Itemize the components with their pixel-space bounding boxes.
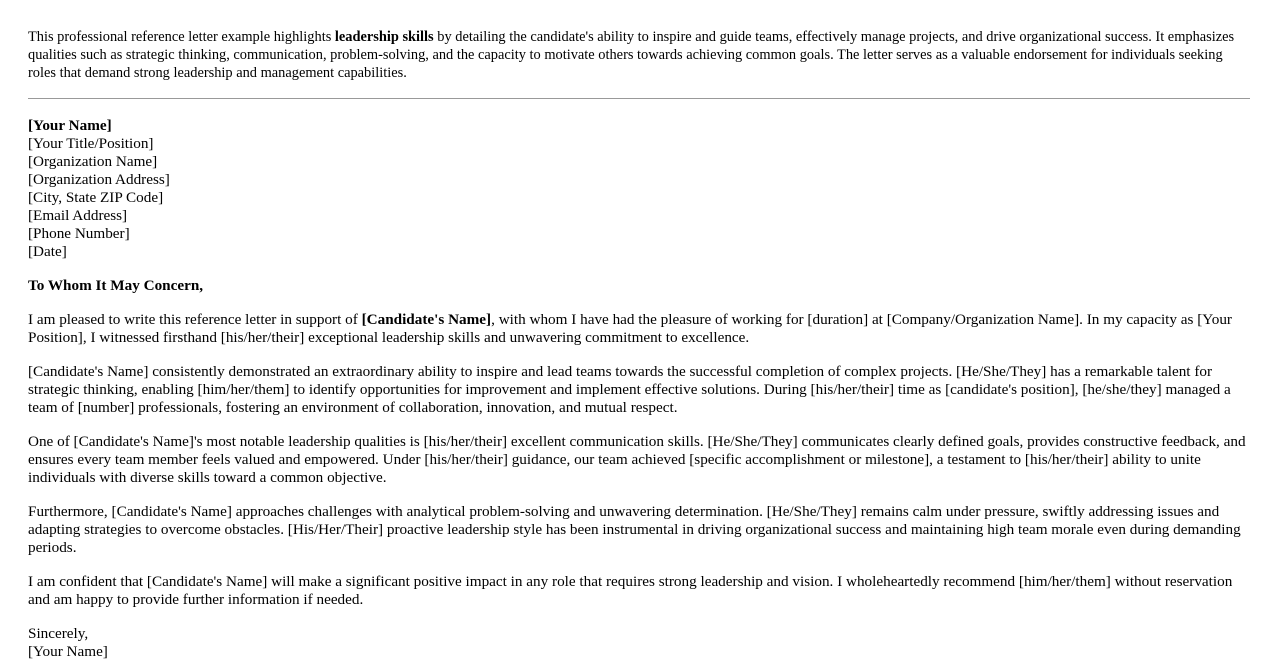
sender-date: [Date] [28, 243, 67, 260]
closing-name: [Your Name] [28, 643, 108, 660]
letter-body [28, 117, 1250, 661]
paragraph-4: Furthermore, [Candidate's Name] approaches challenges with analytical problem-solving and unwavering determination. [He/She/They] remains calm under pressure, swiftly addressing issues and adapting strategies to overcome obstacles. [His/Her/Their] proactive leadership style has been instrumental in driving organizational success and maintaining high team morale even during demanding periods. [28, 503, 1241, 556]
salutation: To Whom It May Concern, [28, 277, 204, 294]
sender-address: [Organization Address] [28, 171, 170, 188]
candidate-name-bold: [Candidate's Name] [361, 311, 492, 328]
sender-email: [Email Address] [28, 207, 128, 224]
sender-phone: [Phone Number] [28, 225, 130, 242]
paragraph-1-end: , with whom I have had the pleasure of working for [duration] at [Company/Organization Name]. In my capacity as [Your Position], I witnessed firsthand [his/her/their] exceptional leadership skills and unwavering commitment to excellence. [28, 311, 1232, 346]
paragraph-1-start: I am pleased to write this reference letter in support of [28, 311, 362, 328]
closing-signoff: Sincerely, [28, 625, 89, 642]
paragraph-3: One of [Candidate's Name]'s most notable leadership qualities is [his/her/their] excellent communication skills. [He/She/They] communicates clearly defined goals, provides constructive feedback, and ensures every team member feels valued and empowered. Under [his/her/their] guidance, our team achieved [specific accomplishment or milestone], a testament to [his/her/their] ability to unite individuals with diverse skills toward a common objective. [28, 433, 1246, 486]
sender-name: [Your Name] [28, 117, 112, 134]
sender-block [28, 117, 1250, 261]
section-divider [28, 98, 1250, 99]
paragraph-1 [28, 311, 1250, 347]
sender-city: [City, State ZIP Code] [28, 189, 164, 206]
paragraph-2: [Candidate's Name] consistently demonstrated an extraordinary ability to inspire and lead teams towards the successful completion of complex projects. [He/She/They] has a remarkable talent for strategic thinking, enabling [him/her/them] to identify opportunities for improvement and implement effective solutions. During [his/her/their] time as [candidate's position], [he/she/they] managed a team of [number] professionals, fostering an environment of collaboration, innovation, and mutual respect. [28, 363, 1231, 416]
intro-bold-keyword: leadership skills [334, 29, 434, 45]
intro-text-end: by detailing the candidate's ability to inspire and guide teams, effectively manage projects, and drive organizational success. It emphasizes qualities such as strategic thinking, communication, problem-solving, and the capacity to motivate others towards achieving common goals. The letter serves as a valuable endorsement for individuals seeking roles that demand strong leadership and management capabilities. [28, 29, 1235, 81]
paragraph-5: I am confident that [Candidate's Name] will make a significant positive impact in any role that requires strong leadership and vision. I wholeheartedly recommend [him/her/them] without reservation and am happy to provide further information if needed. [28, 573, 1233, 608]
sender-title: [Your Title/Position] [28, 135, 154, 152]
intro-paragraph [28, 28, 1250, 82]
sender-organization: [Organization Name] [28, 153, 158, 170]
intro-text-start: This professional reference letter example highlights [28, 29, 335, 45]
closing-block [28, 625, 1250, 661]
